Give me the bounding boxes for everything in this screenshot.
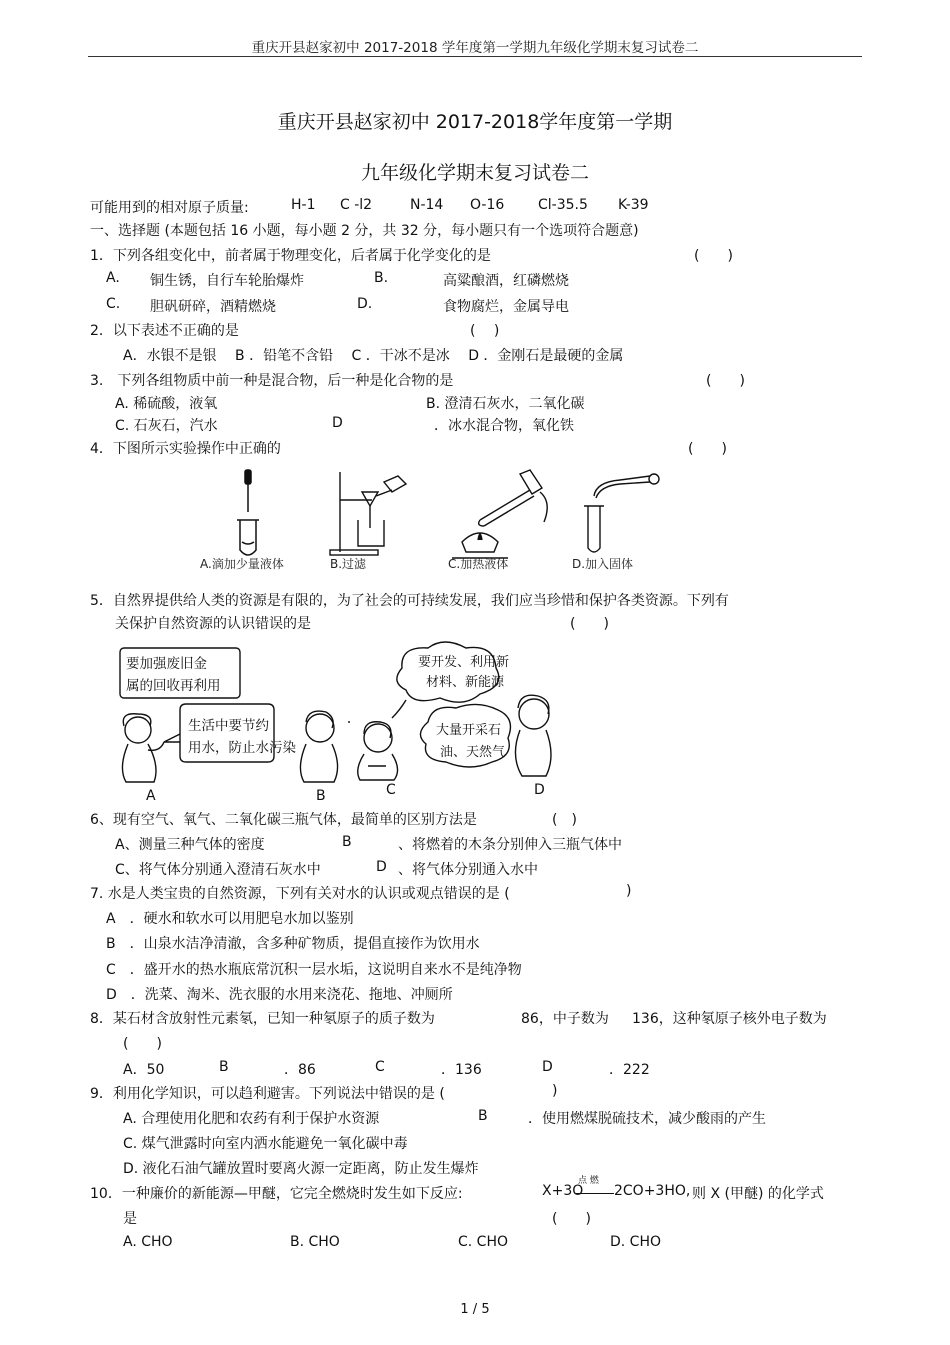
option: D ．洗菜、淘米、洗衣服的水用来浇花、拖地、冲厕所 [106,987,453,1003]
option-key: C. [106,296,121,312]
option-key: D [376,859,387,875]
equation-right: 2CO+3HO, [614,1183,691,1199]
atomic-item: H-1 [291,197,316,213]
option-text: 、将气体分别通入水中 [398,862,538,878]
option: B. CHO [290,1234,340,1250]
q7-stem: 7. 水是人类宝贵的自然资源，下列有关对水的认识或观点错误的是 ( [90,886,510,902]
header-rule [88,56,862,57]
figure-label-b: B.过滤 [330,557,367,571]
option-text: 铜生锈，自行车轮胎爆炸 [150,273,304,289]
q6-stem: 6、现有空气、氧气、二氧化碳三瓶气体，最简单的区别方法是 [90,812,477,828]
bubble-b-line2: 用水，防止水污染 [188,740,296,756]
q4-stem: 4．下图所示实验操作中正确的 [90,441,281,457]
option: C ．盛开水的热水瓶底常沉积一层水垢，这说明自来水不是纯净物 [106,962,522,978]
option-text: ．冰水混合物，氧化铁 [434,418,574,434]
person-label-a: A [146,788,156,804]
question-10 [0,1176,950,1205]
equation-arrow [576,1193,614,1194]
person-c [358,722,398,780]
figure-label-d: D.加入固体 [572,557,634,571]
option: A. CHO [123,1234,173,1250]
person-a [122,714,164,782]
equation-condition: 点 燃 [578,1176,599,1186]
filter-apparatus [330,472,406,555]
person-label-c: C [386,782,396,798]
thought-bubble-c [397,642,499,702]
option: A．50 [123,1062,165,1078]
q8-stem: 8．某石材含放射性元素氡，已知一种氡原子的质子数为 [90,1011,435,1027]
person-label-d: D [534,782,545,798]
question-2 [0,320,950,342]
bubble-b-line1: 生活中要节约 [188,718,269,734]
atomic-item: N-14 [410,197,444,213]
question-7 [0,883,950,905]
question-8 [0,1008,950,1030]
option: C. 石灰石，汽水 [115,418,218,434]
answer-paren: ( ) [552,1211,591,1227]
question-5 [0,590,950,612]
option-text: ．86 [284,1062,316,1078]
option: A. 合理使用化肥和农药有利于保护水资源 [123,1111,380,1127]
bubble-d-line1: 大量开采石 [436,723,502,738]
atomic-item: Cl-35.5 [538,197,588,213]
figure-label-c: C.加热液体 [448,557,509,571]
answer-paren: ) [552,1083,558,1099]
bubble-d-line2: 油、天然气 [440,745,506,760]
option: A. 稀硫酸，液氧 [115,396,218,412]
option: A ．硬水和软水可以用肥皂水加以鉴别 [106,911,354,927]
option: A、测量三种气体的密度 [115,837,265,853]
bubble-a-line2: 属的回收再利用 [126,678,221,694]
person-label-b: B [316,788,326,804]
option: C. CHO [458,1234,508,1250]
option: B. 澄清石灰水，二氧化碳 [426,396,585,412]
question-9 [0,1083,950,1105]
answer-paren: ( ) [694,248,733,264]
option-text: ．222 [609,1062,650,1078]
question-4 [0,438,950,460]
answer-paren: ( ) [552,812,577,828]
answer-paren: ( ) [706,373,745,389]
option-text: ．使用燃煤脱硫技术，减少酸雨的产生 [528,1111,766,1127]
figure-label-a: A.滴加少量液体 [200,557,284,571]
q5-stem-line2: 关保护自然资源的认识错误的是 [115,616,311,632]
atomic-item: O-16 [470,197,505,213]
option-key: D [542,1059,553,1075]
dropper-apparatus [237,470,259,555]
bubble-c-line1: 要开发、利用新 [418,655,510,670]
page-number: 1 / 5 [460,1302,490,1317]
option-text: 高粱酿酒，红磷燃烧 [443,273,569,289]
option-key: B. [374,270,389,286]
q1-stem: 1．下列各组变化中，前者属于物理变化，后者属于化学变化的是 [90,248,491,264]
answer-paren: ( ) [123,1036,162,1052]
option: C、将气体分别通入澄清石灰水中 [115,862,321,878]
option-key: A. [106,270,120,286]
q4-figure [180,462,700,580]
q5-figure [110,638,580,808]
option-key: C [375,1059,385,1075]
option-text: 胆矾研碎，酒精燃烧 [150,299,276,315]
atomic-label: 可能用到的相对原子质量: [90,200,249,216]
option-key: B [342,834,352,850]
running-header: 重庆开县赵家初中 2017-2018 学年度第一学期九年级化学期末复习试卷二 [251,40,699,56]
atomic-item: C -l2 [340,197,373,213]
q2-stem: 2．以下表述不正确的是 [90,323,239,339]
option-text: 、将燃着的木条分别伸入三瓶气体中 [398,837,622,853]
atomic-mass-row [0,197,950,219]
q9-stem: 9．利用化学知识，可以趋利避害。下列说法中错误的是 ( [90,1086,445,1102]
bubble-c-line2: 材料、新能源 [426,675,505,690]
q10-stem-end: 则 X (甲醚) 的化学式 [692,1186,824,1202]
option-key: B [219,1059,229,1075]
bubble-a-line1: 要加强废旧金 [126,656,207,672]
q10-stem-cont: 是 [123,1211,137,1227]
option-text: 食物腐烂，金属导电 [443,299,569,315]
q3-stem: 3. 下列各组物质中前一种是混合物，后一种是化合物的是 [90,373,454,389]
solid-addition-apparatus [584,474,659,552]
option-key: D. [357,296,373,312]
heating-apparatus [452,470,547,558]
answer-paren: ( ) [470,323,500,339]
option: B ．山泉水洁净清澈，含多种矿物质，提倡直接作为饮用水 [106,936,480,952]
q10-stem: 10．一种廉价的新能源—甲醚，它完全燃烧时发生如下反应: [90,1186,463,1202]
option-key: B [478,1108,488,1124]
q8-stem-end: 136，这种氡原子核外电子数为 [632,1011,827,1027]
title-line1: 重庆开县赵家初中 2017-2018学年度第一学期 [277,111,673,133]
option-key: D [332,415,343,431]
question-3 [0,370,950,392]
option: C. 煤气泄露时向室内洒水能避免一氧化碳中毒 [123,1136,408,1152]
q2-options: A．水银不是银 B ．铅笔不含铅 C ．干冰不是冰 D ．金刚石是最硬的金属 [123,348,624,364]
answer-paren: ( ) [570,616,609,632]
title-line2: 九年级化学期末复习试卷二 [360,162,589,184]
section-heading: 一、选择题 (本题包括 16 小题，每小题 2 分，共 32 分，每小题只有一个选项符合题意) [90,223,639,239]
option-text: ．136 [441,1062,482,1078]
option: D. 液化石油气罐放置时要离火源一定距离，防止发生爆炸 [123,1161,479,1177]
person-d [515,695,551,776]
equation-left: X+3O [542,1183,584,1199]
atomic-item: K-39 [618,197,649,213]
question-6 [0,809,950,831]
q5-stem-line1: 5．自然界提供给人类的资源是有限的，为了社会的可持续发展，我们应当珍惜和保护各类资源。下列有 [90,593,729,609]
answer-paren: ( ) [688,441,727,457]
option: D. CHO [610,1234,662,1250]
person-b [300,711,337,782]
question-1 [0,245,950,267]
answer-paren: ) [626,883,632,899]
q8-stem-mid: 86，中子数为 [521,1011,609,1027]
